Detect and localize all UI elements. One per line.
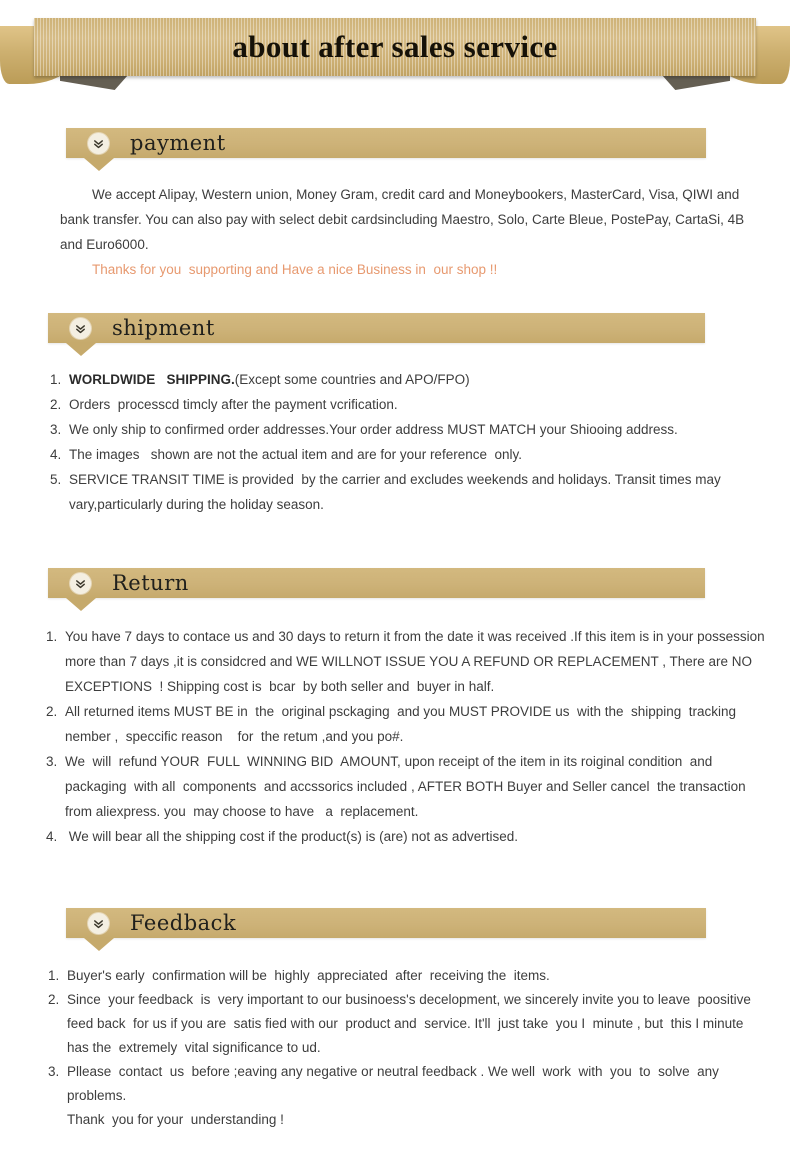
list-item-number: 3.	[48, 1064, 60, 1079]
list-item-text: We will refund YOUR FULL WINNING BID AMOUNT, upon receipt of the item in its roiginal condition and packaging with all components and accssorics included , AFTER BOTH Buyer and Seller cancel the transaction from aliexpress. you may choose to have a replacement.	[65, 754, 754, 819]
list-item-number: 1.	[46, 629, 58, 644]
section-header-payment[interactable]	[66, 128, 706, 158]
list-item-text: Orders processcd timcly after the payment vcrification.	[69, 397, 398, 412]
list-item	[46, 624, 768, 699]
list-item-text: SERVICE TRANSIT TIME is provided by the carrier and excludes weekends and holidays. Transit times may vary,particularly during the holiday season.	[69, 472, 725, 512]
list-item-text: Buyer's early confirmation will be highly appreciated after receiving the items.	[67, 968, 550, 983]
section-body-payment	[60, 182, 760, 282]
ribbon-band	[34, 18, 756, 76]
list-item-number: 3.	[50, 422, 62, 437]
page-banner	[0, 0, 790, 104]
section-tab-pointer	[84, 938, 114, 951]
section-tab-pointer	[66, 343, 96, 356]
double-chevron-down-icon[interactable]	[88, 913, 109, 934]
page-title: about after sales service	[232, 29, 558, 64]
double-chevron-down-icon[interactable]	[70, 318, 91, 339]
list-item-text: Since your feedback is very important to our businoess's decelopment, we sincerely invite you to leave poositive feed back for us if you are satis fied with our product and service. It'll just take you I minute , but this I minute has the extremely vital significance to ud.	[67, 992, 755, 1055]
list-item-bold-lead: WORLDWIDE SHIPPING.	[69, 372, 235, 387]
list-item-number: 5.	[50, 472, 62, 487]
list-item-text: We will bear all the shipping cost if the product(s) is (are) not as advertised.	[65, 829, 518, 844]
list-item-number: 3.	[46, 754, 58, 769]
list-item-number: 2.	[46, 704, 58, 719]
list-item-text: You have 7 days to contace us and 30 days to return it from the date it was received .If this item is in your possession more than 7 days ,it is considcred and WE WILLNOT ISSUE YOU A REFUND OR REPLACEMENT , There are NO EXCEPTIONS ! Shipping cost is bcar by both seller and buyer in half.	[65, 629, 769, 694]
section-title-shipment: shipment	[112, 315, 215, 340]
section-header-return[interactable]	[48, 568, 705, 598]
section-header-feedback[interactable]	[66, 908, 706, 938]
list-item	[48, 988, 770, 1060]
section-return	[0, 568, 790, 849]
list-item-number: 2.	[48, 992, 60, 1007]
list-item-text: We only ship to confirmed order addresses.Your order address MUST MATCH your Shiooing address.	[69, 422, 678, 437]
section-body-shipment	[50, 367, 765, 517]
list-item-text: The images shown are not the actual item and are for your reference only.	[69, 447, 522, 462]
section-body-feedback	[48, 964, 770, 1132]
list-item	[46, 699, 768, 749]
payment-paragraph: We accept Alipay, Western union, Money Gram, credit card and Moneybookers, MasterCard, Visa, QIWI and bank transfer. You can also pay with select debit cardsincluding Maestro, Solo, Carte Bleue, PostePay, CartaSi, 4B and Euro6000.	[60, 187, 748, 252]
section-title-feedback: Feedback	[130, 910, 237, 935]
section-body-return	[46, 624, 768, 849]
list-item	[50, 442, 765, 467]
list-item	[50, 467, 765, 517]
list-item	[50, 417, 765, 442]
payment-thanks-note: Thanks for you supporting and Have a nice Business in our shop !!	[92, 262, 498, 277]
list-item	[48, 1060, 770, 1108]
list-item-number: 4.	[50, 447, 62, 462]
list-item	[50, 392, 765, 417]
list-item-number: 1.	[50, 372, 62, 387]
section-title-payment: payment	[130, 130, 226, 155]
section-title-return: Return	[112, 570, 189, 595]
section-payment	[0, 128, 790, 282]
list-item	[48, 964, 770, 988]
list-item	[46, 749, 768, 824]
list-item-text: All returned items MUST BE in the original psckaging and you MUST PROVIDE us with the shipping tracking nember , speccific reason for the retum ,and you po#.	[65, 704, 744, 744]
list-item-text: Pllease contact us before ;eaving any negative or neutral feedback . We well work with you to solve any problems.	[67, 1064, 727, 1103]
section-feedback	[0, 908, 790, 1132]
list-item-text: (Except some countries and APO/FPO)	[234, 372, 470, 387]
feedback-closing-note: Thank you for your understanding !	[67, 1112, 284, 1127]
section-header-shipment[interactable]	[48, 313, 705, 343]
double-chevron-down-icon[interactable]	[88, 133, 109, 154]
list-item-number: 2.	[50, 397, 62, 412]
list-item	[50, 367, 765, 392]
double-chevron-down-icon[interactable]	[70, 573, 91, 594]
section-tab-pointer	[84, 158, 114, 171]
list-item-number: 1.	[48, 968, 60, 983]
section-tab-pointer	[66, 598, 96, 611]
list-item-number: 4.	[46, 829, 58, 844]
list-item	[46, 824, 768, 849]
section-shipment	[0, 313, 790, 517]
